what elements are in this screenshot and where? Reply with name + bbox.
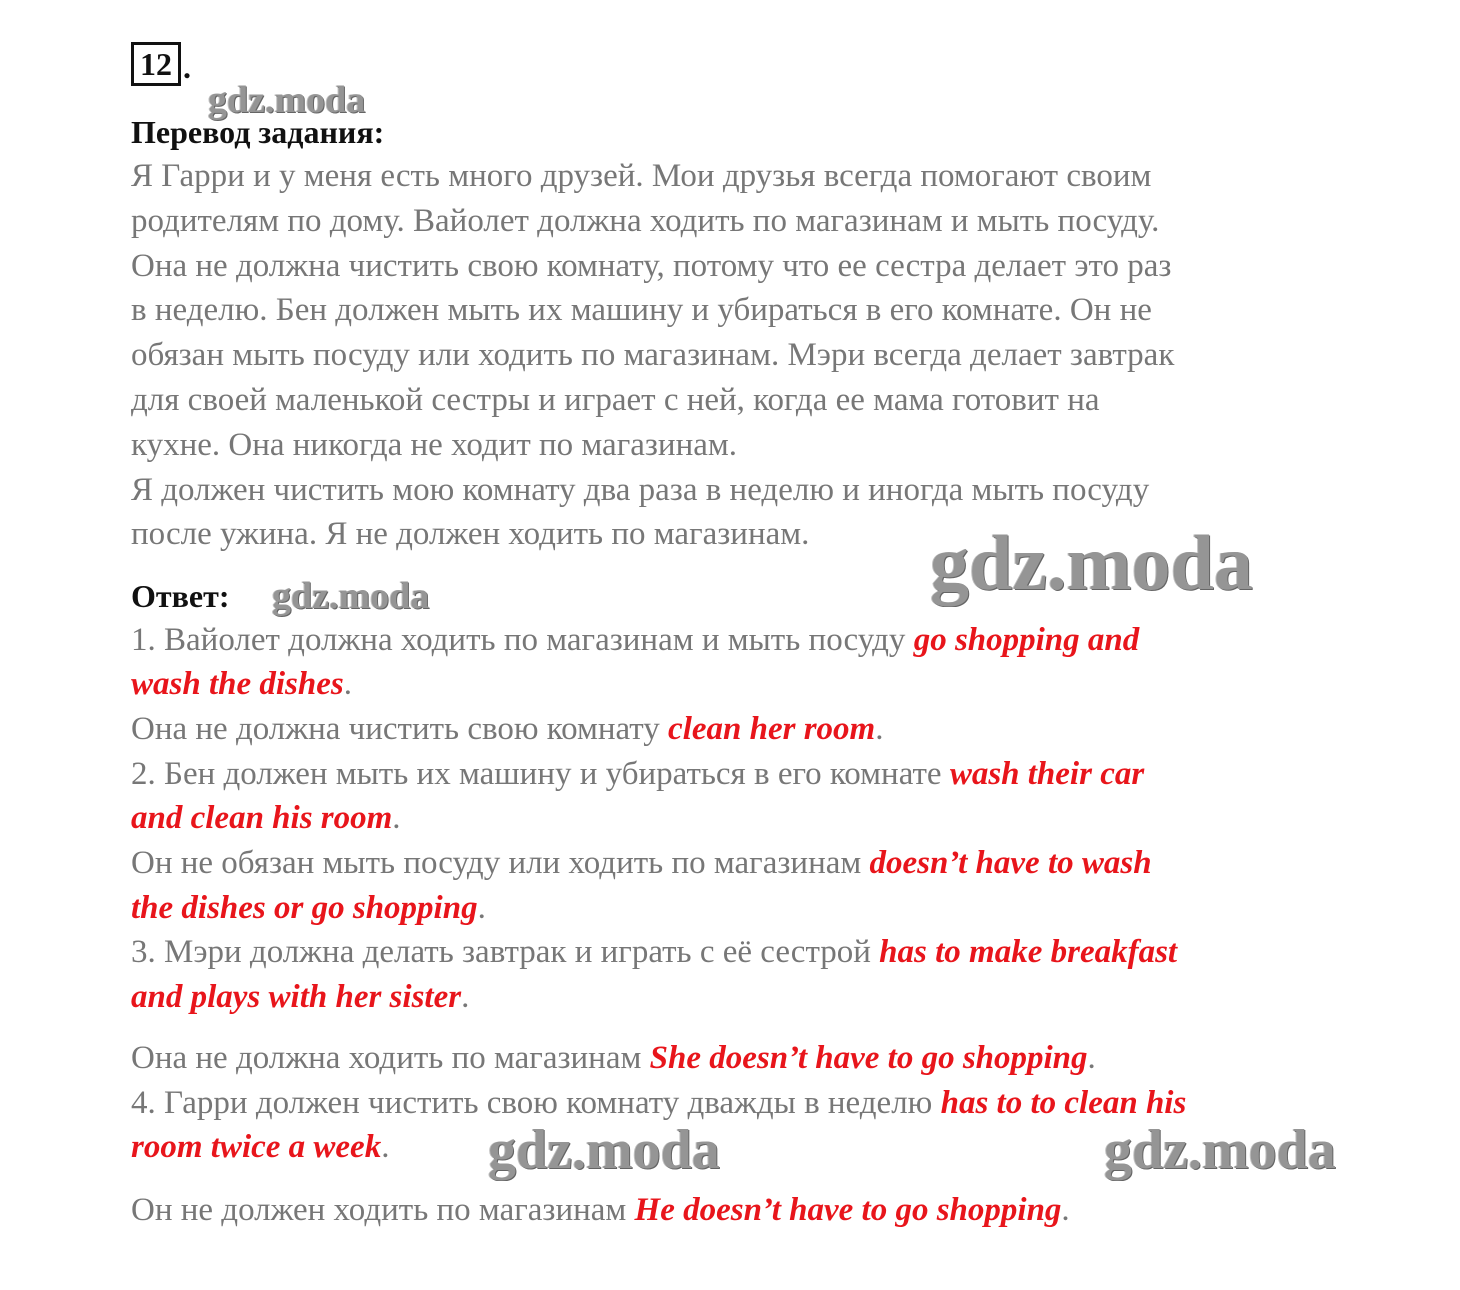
answer-line: the dishes or go shopping. [131,890,486,926]
answer-heading: Ответ: [131,578,230,614]
translation-line: кухне. Она никогда не ходит по магазинам. [131,427,738,463]
answer-text: and plays with her sister [131,979,462,1015]
watermark-logo: gdz.moda [930,519,1253,606]
translation-line: Она не должна чистить свою комнату, потому что ее сестра делает это раз [131,248,1172,284]
translation-line: родителям по дому. Вайолет должна ходить по магазинам и мыть посуду. [131,203,1160,239]
translation-line: Я должен чистить мою комнату два раза в неделю и иногда мыть посуду [131,472,1150,508]
answer-line: Она не должна ходить по магазинам She doesn’t have to go shopping. [131,1040,1096,1076]
answer-line: Она не должна чистить свою комнату clean her room. [131,711,884,747]
answer-text: She doesn’t have to go shopping [649,1040,1088,1076]
answer-line: 1. Вайолет должна ходить по магазинам и мыть посуду go shopping and [131,622,1140,658]
translation-line: обязан мыть посуду или ходить по магазинам. Мэри всегда делает завтрак [131,337,1175,373]
answer-text: doesn’t have to wash [869,845,1152,881]
watermark-logo: gdz.moda [272,575,430,617]
answer-line: and clean his room. [131,800,401,836]
answer-line: wash the dishes. [131,666,352,702]
translation-line: для своей маленькой сестры и играет с ней, когда ее мама готовит на [131,382,1100,418]
answer-line: 4. Гарри должен чистить свою комнату дважды в неделю has to to clean his [131,1085,1187,1121]
answer-line: and plays with her sister. [131,979,470,1015]
watermark-logo: gdz.moda [1104,1119,1336,1181]
answer-line: Он не обязан мыть посуду или ходить по магазинам doesn’t have to wash [131,845,1152,881]
translation-line: Я Гарри и у меня есть много друзей. Мои друзья всегда помогают своим [131,158,1152,194]
watermark-logo: gdz.moda [488,1119,720,1181]
watermark-logo: gdz.moda [208,79,366,121]
answer-text: has to make breakfast [879,934,1178,970]
answer-text: the dishes or go shopping [131,890,478,926]
answer-text: has to to clean his [940,1085,1187,1121]
answer-text: room twice a week [131,1129,382,1165]
answer-text: wash their car [949,756,1145,792]
answer-line: Он не должен ходить по магазинам He doesn’t have to go shopping. [131,1192,1070,1228]
answer-line: room twice a week. [131,1129,390,1165]
answer-text: He doesn’t have to go shopping [634,1192,1062,1228]
task-number [131,44,191,86]
answer-text: go shopping and [913,622,1140,658]
translation-heading: Перевод задания: [131,114,385,150]
answer-line: 3. Мэри должна делать завтрак и играть с её сестрой has to make breakfast [131,934,1178,970]
answer-text: clean her room [668,711,876,747]
translation-line: после ужина. Я не должен ходить по магазинам. [131,516,810,552]
task-number-box: 12 [131,42,181,86]
answer-line: 2. Бен должен мыть их машину и убираться в его комнате wash their car [131,756,1145,792]
answer-text: and clean his room [131,800,393,836]
answer-text: wash the dishes [131,666,344,702]
task-number-dot: . [183,49,191,85]
translation-line: в неделю. Бен должен мыть их машину и убираться в его комнате. Он не [131,292,1152,328]
